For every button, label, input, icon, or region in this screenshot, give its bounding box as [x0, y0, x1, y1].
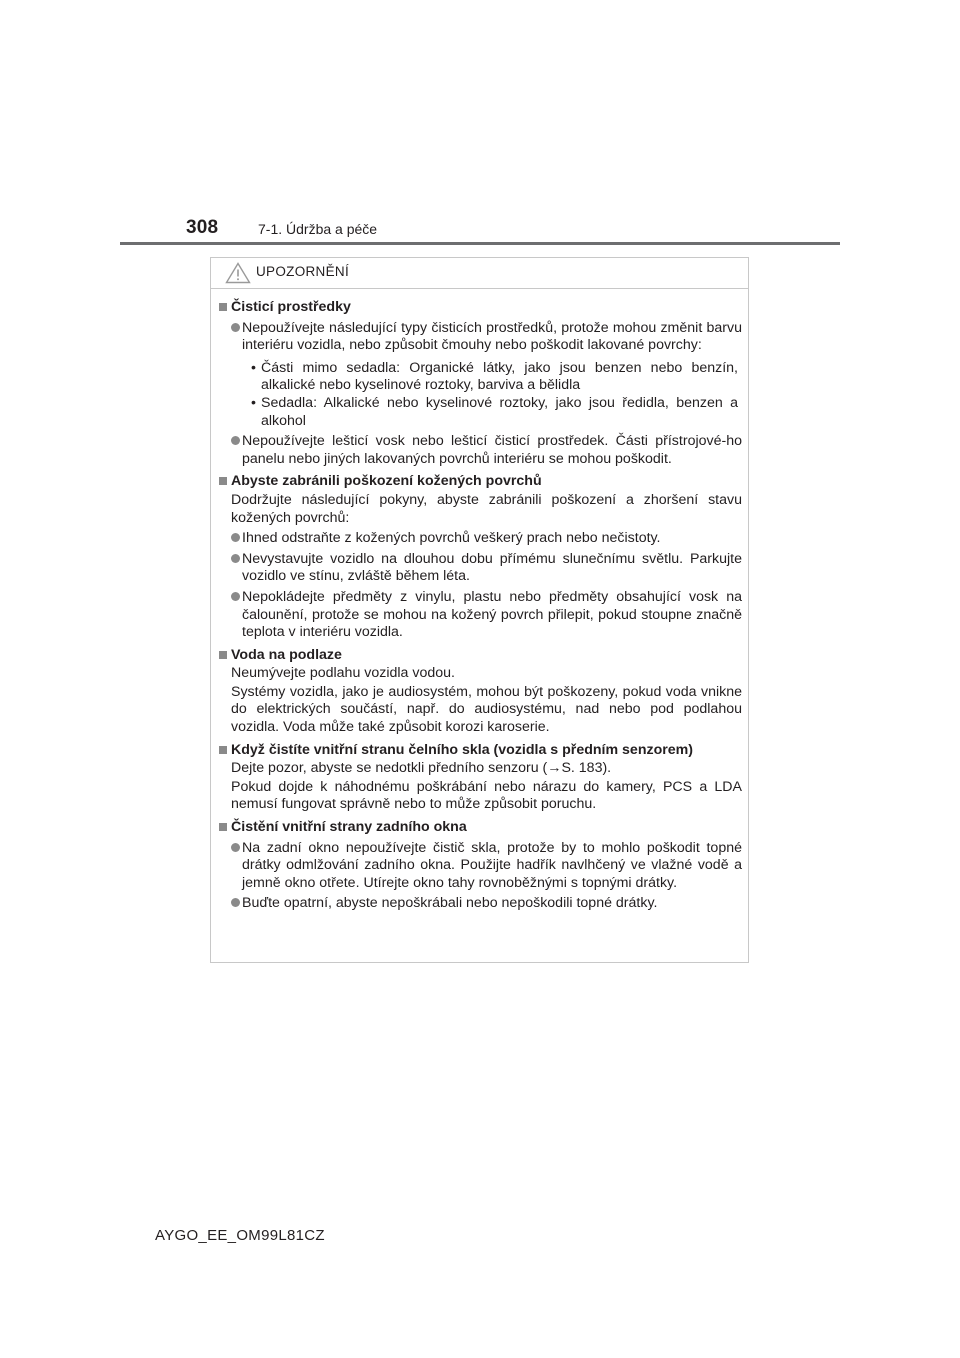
- sub-list-item: • Sedadla: Alkalické nebo kyselinové roztoky, jako jsou ředidla, benzen a alkohol: [251, 394, 738, 429]
- circle-bullet-icon: [231, 843, 240, 852]
- square-bullet-icon: [219, 651, 227, 659]
- warning-title: UPOZORNĚNÍ: [256, 264, 350, 279]
- section-title: 7-1. Údržba a péče: [258, 221, 378, 237]
- paragraph: Systémy vozidla, jako je audiosystém, mohou být poškozeny, pokud voda vnikne do elektrických součástí, např. do audiosystému, nad nebo pod podlahou vozidla. Voda může také způsobit korozi karoserie.: [231, 683, 742, 736]
- circle-bullet-icon: [231, 533, 240, 542]
- warning-box: [210, 257, 749, 963]
- warning-section: [219, 647, 742, 737]
- list-item: Nevystavujte vozidlo na dlouhou dobu přímému slunečnímu světlu. Parkujte vozidlo ve stínu, zvláště během léta.: [219, 551, 742, 586]
- section-heading: Voda na podlaze: [219, 647, 742, 665]
- square-bullet-icon: [219, 477, 227, 485]
- circle-bullet-icon: [231, 592, 240, 601]
- warning-body: [211, 289, 748, 913]
- square-bullet-icon: [219, 303, 227, 311]
- paragraph: Dejte pozor, abyste se nedotkli předního senzoru (→S. 183).: [231, 760, 612, 777]
- list-item: Na zadní okno nepoužívejte čistič skla, protože by to mohlo poškodit topné drátky odmlžování zadního okna. Použijte hadřík navlhčený ve vlažné vodě a jemně okno otřete. Utírejte okno tahy rovnoběžnými s topnými drátky.: [219, 840, 742, 893]
- section-heading: Čisticí prostředky: [219, 299, 742, 317]
- warning-section: [219, 819, 742, 913]
- header-rule: [120, 242, 840, 245]
- circle-bullet-icon: [231, 898, 240, 907]
- section-heading: Když čistíte vnitřní stranu čelního skla (vozidla s předním senzorem): [219, 742, 742, 760]
- circle-bullet-icon: [231, 323, 240, 332]
- paragraph: Dodržujte následující pokyny, abyste zabránili poškození a zhoršení stavu kožených povrchů:: [231, 491, 742, 526]
- warning-triangle-icon: [225, 262, 251, 284]
- square-bullet-icon: [219, 746, 227, 754]
- list-item: Nepoužívejte lešticí vosk nebo lešticí čisticí prostředek. Části přístrojové-ho panelu nebo jiných lakovaných povrchů interiéru se mohou poškodit.: [219, 433, 742, 468]
- list-item: Buďte opatrní, abyste nepoškrábali nebo nepoškodili topné drátky.: [219, 895, 742, 913]
- dot-bullet-icon: •: [251, 394, 256, 411]
- section-heading: Čistění vnitřní strany zadního okna: [219, 819, 742, 837]
- paragraph: Pokud dojde k náhodnému poškrábání nebo nárazu do kamery, PCS a LDA nemusí fungovat správně nebo to může způsobit poruchu.: [231, 778, 742, 813]
- warning-section: [219, 742, 742, 814]
- list-item: Ihned odstraňte z kožených povrchů veškerý prach nebo nečistoty.: [219, 530, 742, 548]
- square-bullet-icon: [219, 823, 227, 831]
- list-item: Nepoužívejte následující typy čisticích prostředků, protože mohou změnit barvu interiéru vozidla, nebo způsobit čmouhy nebo poškodit lakované povrchy:: [219, 320, 742, 355]
- warning-section: [219, 299, 742, 468]
- dot-bullet-icon: •: [251, 359, 256, 376]
- section-heading: Abyste zabránili poškození kožených povrchů: [219, 473, 742, 491]
- sub-list-item: • Části mimo sedadla: Organické látky, jako jsou benzen nebo benzín, alkalické nebo kyselinové roztoky, barviva a bělidla: [251, 359, 738, 394]
- paragraph: Neumývejte podlahu vozidla vodou.: [231, 665, 455, 682]
- warning-header: [211, 258, 748, 289]
- page-number: 308: [186, 217, 219, 238]
- list-item: Nepokládejte předměty z vinylu, plastu nebo předměty obsahující vosk na čalounění, protože se mohou na kožený povrch přilepit, pokud stoupne značně teplota v interiéru vozidla.: [219, 589, 742, 642]
- sub-list: [219, 360, 742, 430]
- document-code: AYGO_EE_OM99L81CZ: [155, 1227, 325, 1244]
- warning-section: [219, 473, 742, 641]
- circle-bullet-icon: [231, 554, 240, 563]
- circle-bullet-icon: [231, 436, 240, 445]
